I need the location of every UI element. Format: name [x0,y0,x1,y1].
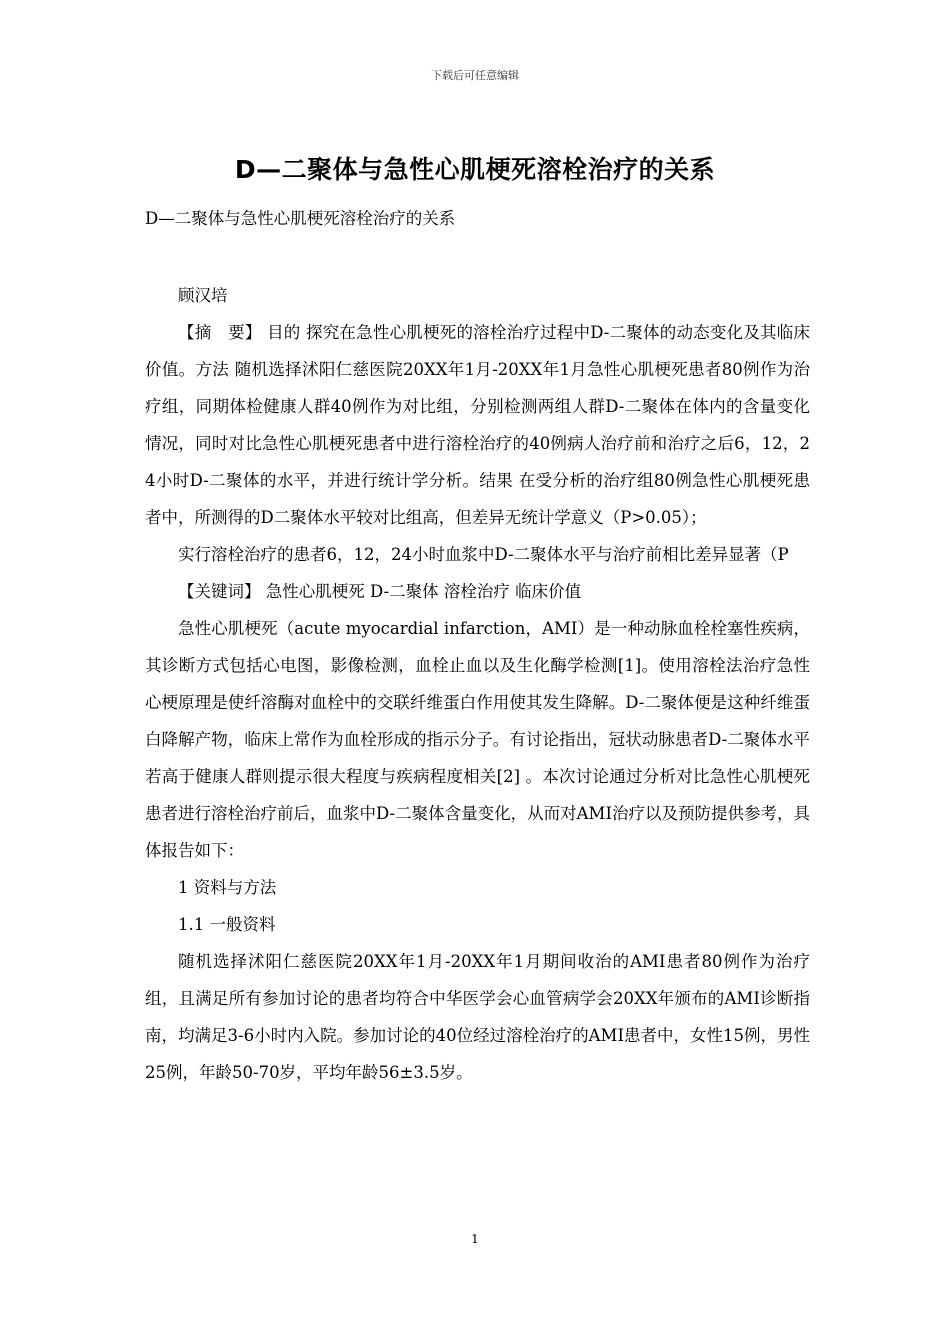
page-header: 下载后可任意编辑 [431,69,519,82]
intro-paragraph: 急性心肌梗死（acute myocardial infarction，AMI）是一种动脉血栓栓塞性疾病，其诊断方式包括心电图，影像检测，血栓止血以及生化酶学检测[1]。使用溶栓法治疗急性心梗原理是使纤溶酶对血栓中的交联纤维蛋白作用使其发生降解。D-二聚体便是这种纤维蛋白降解产物，临床上常作为血栓形成的指示分子。有讨论指出，冠状动脉患者D-二聚体水平若高于健康人群则提示很大程度与疾病程度相关[2] 。本次讨论通过分析对比急性心肌梗死患者进行溶栓治疗前后，血浆中D-二聚体含量变化，从而对AMI治疗以及预防提供参考，具体报告如下： [145,619,810,860]
section-heading: 1 资料与方法 [178,878,277,897]
page-number: 1 [471,1232,479,1246]
keywords: 【关键词】 急性心肌梗死 D-二聚体 溶栓治疗 临床价值 [178,582,582,601]
abstract-continued-paragraph: 实行溶栓治疗的患者6，12，24小时血浆中D-二聚体水平与治疗前相比差异显著（P [178,545,789,564]
subtitle: D—二聚体与急性心肌梗死溶栓治疗的关系 [145,209,456,228]
abstract-paragraph: 【摘 要】 目的 探究在急性心肌梗死的溶栓治疗过程中D-二聚体的动态变化及其临床价值。方法 随机选择沭阳仁慈医院20XX年1月-20XX年1月急性心肌梗死患者80例作为治疗组，同期体检健康人群40例作为对比组，分别检测两组人群D-二聚体在体内的含量变化情况，同时对比急性心肌梗死患者中进行溶栓治疗的40例病人治疗前和治疗之后6，12，24小时D-二聚体的水平，并进行统计学分析。结果 在受分析的治疗组80例急性心肌梗死患者中，所测得的D二聚体水平较对比组高，但差异无统计学意义（P>0.05）； [145,323,810,527]
body-paragraph: 随机选择沭阳仁慈医院20XX年1月-20XX年1月期间收治的AMI患者80例作为治疗组，且满足所有参加讨论的患者均符合中华医学会心血管病学会20XX年颁布的AMI诊断指南，均满足3-6小时内入院。参加讨论的40位经过溶栓治疗的AMI患者中，女性15例，男性25例，年龄50-70岁，平均年龄56±3.5岁。 [145,952,810,1082]
spacer [145,237,810,277]
author: 顾汉培 [178,286,228,305]
document-title: D—二聚体与急性心肌梗死溶栓治疗的关系 [234,155,716,184]
document-body [145,200,810,1091]
subsection-heading: 1.1 一般资料 [178,915,276,934]
